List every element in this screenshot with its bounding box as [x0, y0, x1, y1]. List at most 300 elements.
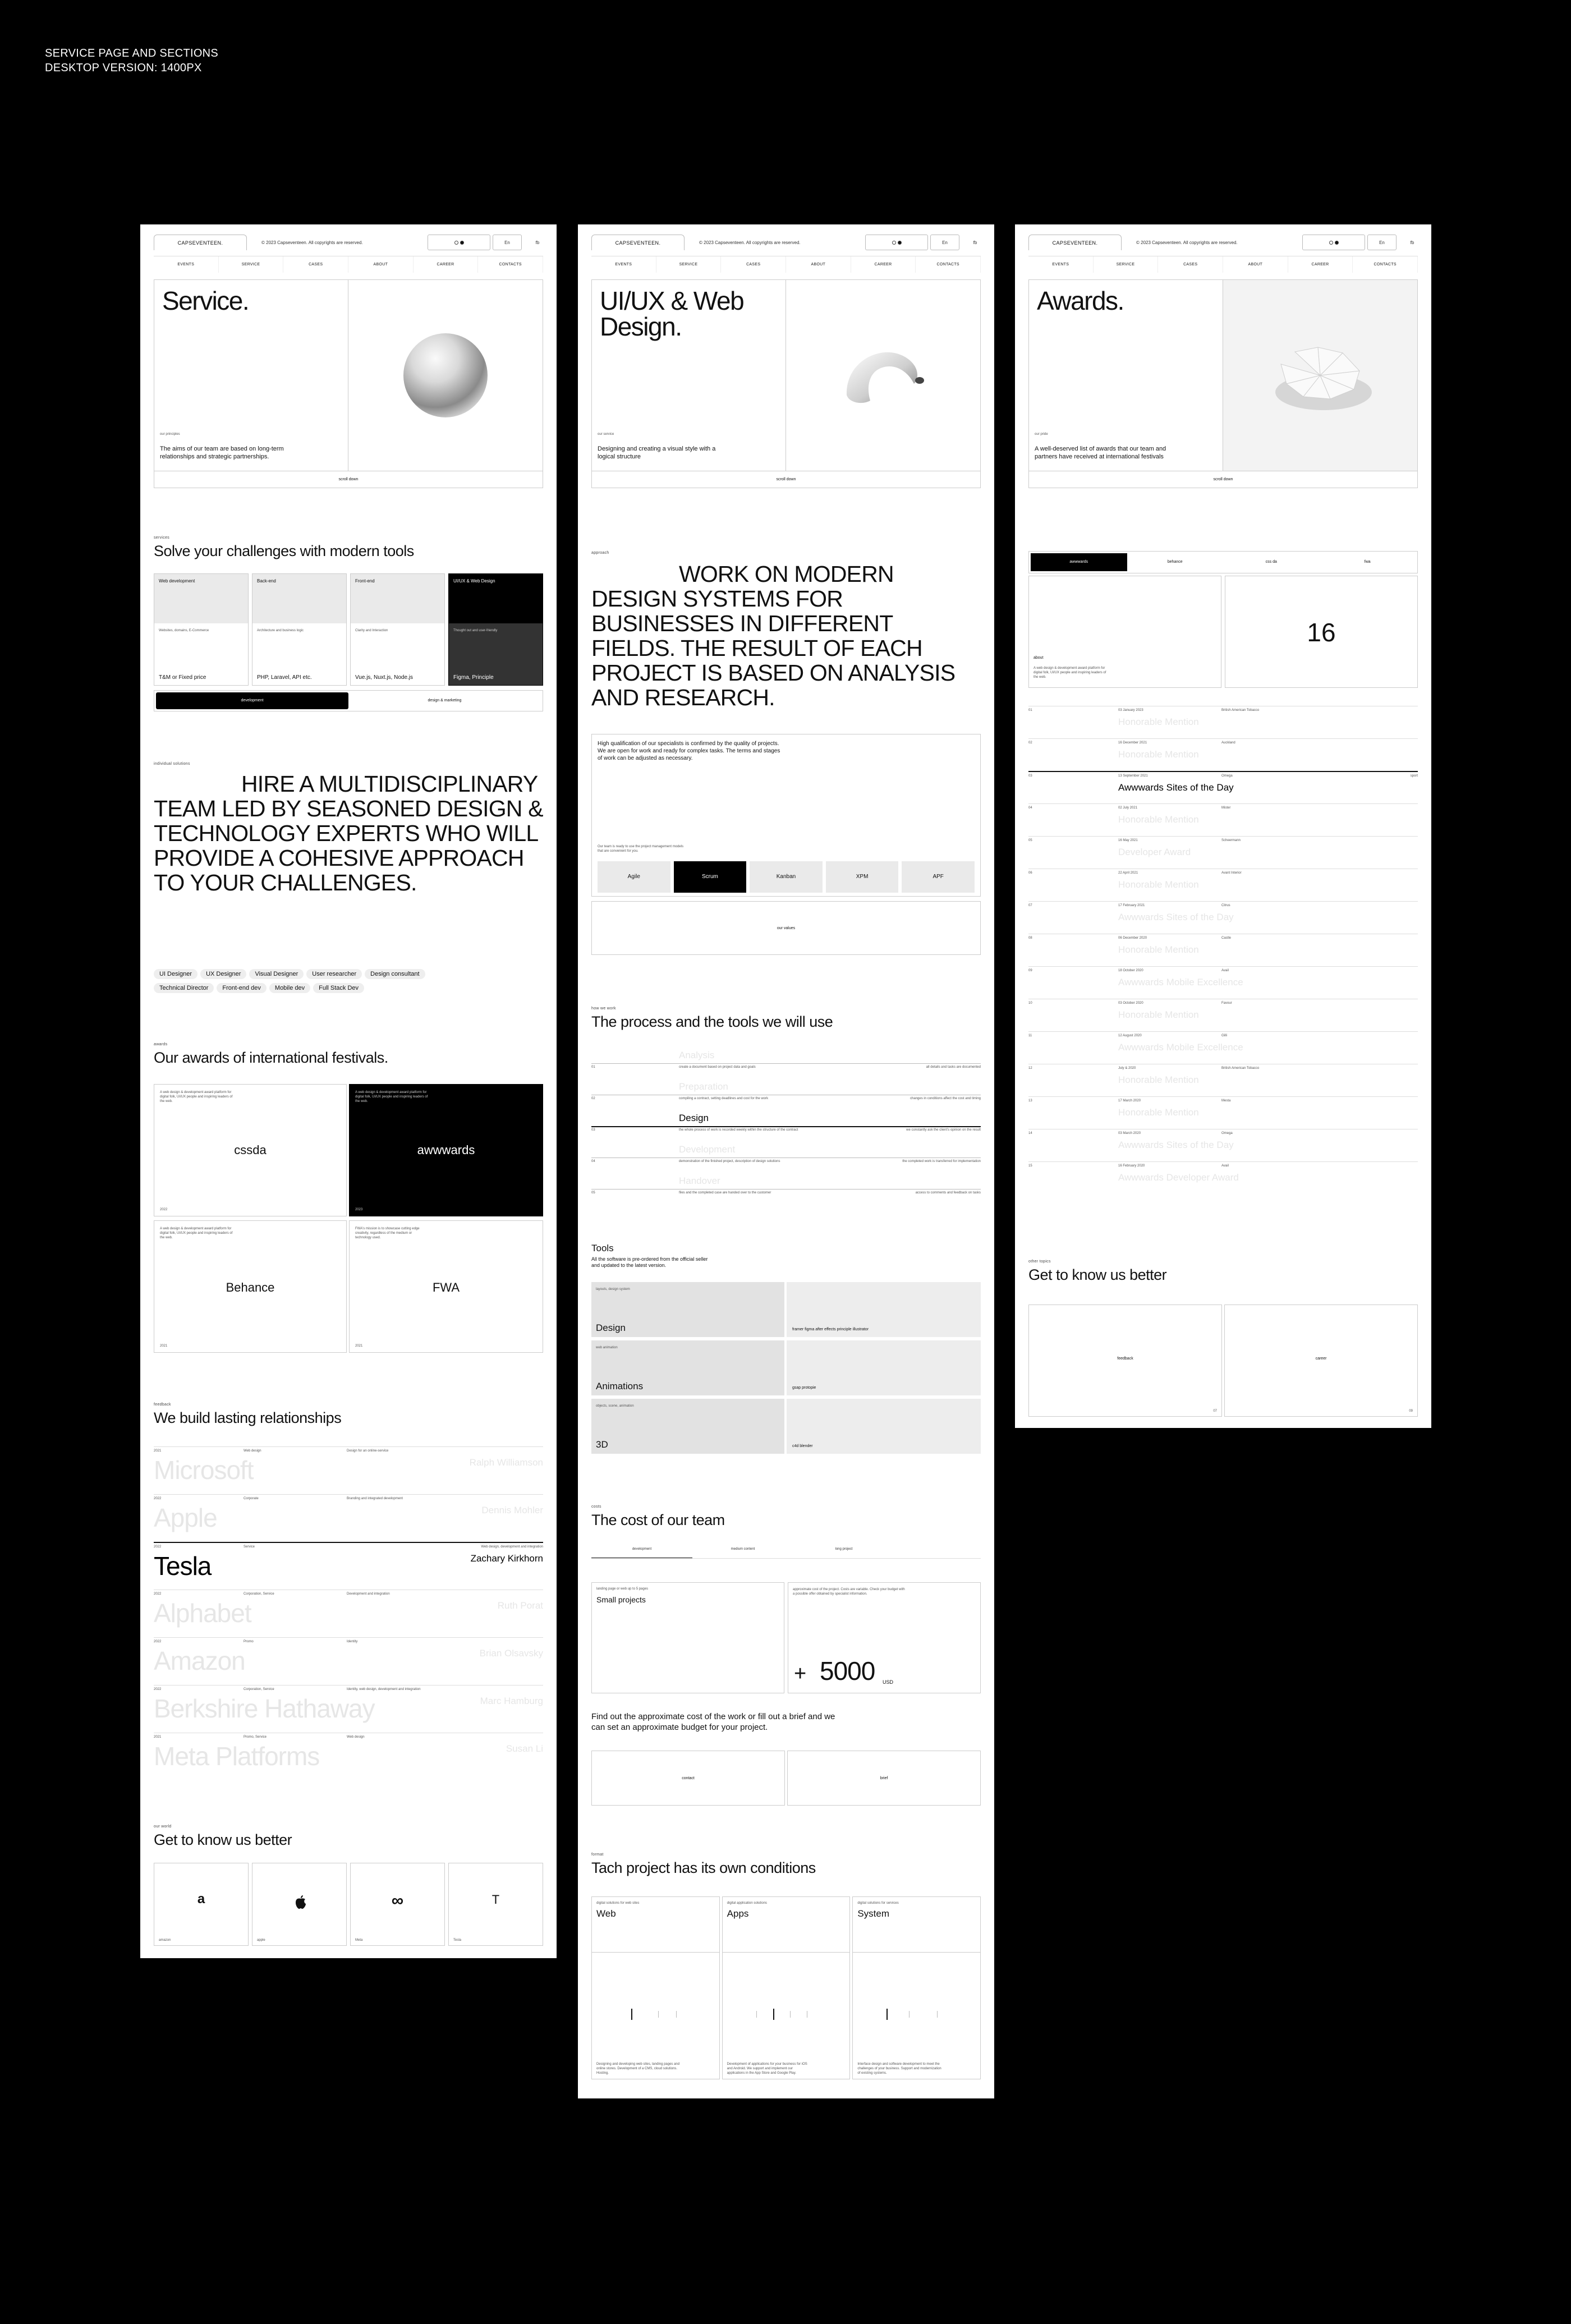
award-client: Gilli	[1221, 1034, 1227, 1037]
client-field: Corporate	[244, 1497, 259, 1500]
award-client: Mister	[1221, 806, 1231, 810]
client-row[interactable]	[154, 1637, 543, 1685]
cost-filters	[591, 1545, 981, 1559]
client-name: Alphabet	[154, 1599, 251, 1628]
service-card-head: UI/UX & Web Design	[453, 578, 495, 584]
award-row[interactable]	[1028, 1031, 1418, 1064]
service-card[interactable]	[252, 573, 347, 686]
award-title: Awwwards Sites of the Day	[1118, 912, 1234, 922]
service-page	[140, 224, 557, 1958]
award-row[interactable]	[1028, 1096, 1418, 1129]
nav-item-service[interactable]: SERVICE	[1094, 256, 1159, 273]
award-row-active[interactable]	[1028, 771, 1418, 803]
main-nav	[591, 256, 981, 273]
award-title: Developer Award	[1118, 847, 1191, 857]
section-eyebrow: services	[154, 536, 170, 540]
summary-label: about	[1033, 656, 1044, 660]
tool-tag: web animation	[596, 1346, 618, 1349]
award-desc: A web design & development award platform for digital folk, UI/UX people and inspiring leaders of the web.	[160, 1091, 233, 1103]
method-tab[interactable]: Agile	[598, 861, 670, 893]
award-card-awwwards[interactable]	[349, 1084, 543, 1216]
tool-row[interactable]	[591, 1282, 981, 1337]
client-row[interactable]	[154, 1733, 543, 1780]
dark-dot-icon	[460, 241, 464, 245]
condition-text: Designing and developing web sites, landing pages and online stores. Development of a CMS, cloud solutions. Hosting.	[596, 2063, 680, 2075]
hero-text: Designing and creating a visual style with a logical structure	[598, 445, 716, 460]
tool-name: 3D	[596, 1439, 608, 1450]
hero-text: The aims of our team are based on long-term relationships and strategic partnerships.	[160, 445, 284, 460]
award-client: Omega	[1221, 774, 1233, 778]
client-row[interactable]	[154, 1685, 543, 1733]
role-tag: Visual Designer	[249, 969, 304, 979]
award-title: Honorable Mention	[1118, 944, 1199, 955]
client-year: 2022	[154, 1545, 162, 1549]
step-number: 02	[591, 1097, 595, 1100]
tool-name: Design	[596, 1322, 626, 1333]
nav-item-events[interactable]: EVENTS	[591, 256, 656, 273]
process-step[interactable]	[591, 1078, 981, 1109]
brief-button[interactable]: brief	[787, 1751, 981, 1806]
award-number: 14	[1028, 1132, 1032, 1135]
client-year: 2022	[154, 1497, 162, 1500]
award-number: 07	[1028, 904, 1032, 907]
method-tab[interactable]: Kanban	[750, 861, 823, 893]
award-client: Castle	[1221, 936, 1232, 940]
tool-list: framer figma after effects principle illustrator	[792, 1328, 869, 1331]
cost-filter[interactable]: development	[591, 1545, 692, 1558]
section-eyebrow: our world	[154, 1825, 172, 1829]
section-title: Get to know us better	[154, 1831, 292, 1848]
award-number: 01	[1028, 709, 1032, 712]
nav-item-about[interactable]: ABOUT	[1223, 256, 1288, 273]
nav-item-career[interactable]: CAREER	[1288, 256, 1353, 273]
step-name: Design	[679, 1113, 709, 1123]
approach-section	[591, 551, 981, 710]
nav-item-cases[interactable]: CASES	[721, 256, 786, 273]
arch-3d-image	[835, 339, 931, 412]
tool-row[interactable]	[591, 1399, 981, 1454]
step-right: we constantly ask the client's opinion on the result	[906, 1128, 981, 1132]
award-title: Honorable Mention	[1118, 717, 1199, 727]
client-work: Design for an online-service	[347, 1449, 389, 1453]
award-extra: sport	[1410, 774, 1418, 778]
tab-design-marketing[interactable]: design & marketing	[428, 699, 462, 702]
section-eyebrow: costs	[591, 1505, 601, 1509]
cost-currency: USD	[883, 1679, 894, 1685]
section-eyebrow: approach	[591, 551, 609, 555]
award-number: 09	[1028, 969, 1032, 972]
dark-dot-icon	[1335, 241, 1339, 245]
award-title: Honorable Mention	[1118, 814, 1199, 825]
awards-page	[1015, 224, 1431, 1428]
page-title: Service.	[162, 286, 249, 315]
award-date: 16 May 2021	[1118, 839, 1138, 842]
nav-item-contacts[interactable]: CONTACTS	[916, 256, 981, 273]
award-row[interactable]	[1028, 934, 1418, 966]
award-row[interactable]	[1028, 836, 1418, 869]
step-number: 04	[591, 1160, 595, 1163]
award-number: 10	[1028, 1002, 1032, 1005]
award-card-fwa[interactable]	[349, 1220, 543, 1353]
award-title: Honorable Mention	[1118, 1074, 1199, 1085]
tool-tag: objects, scene, animation	[596, 1404, 634, 1408]
cost-section	[591, 1505, 981, 1529]
role-tags	[154, 968, 445, 996]
top-bar	[591, 235, 981, 250]
partner-card[interactable]	[154, 1863, 249, 1946]
topic-grid	[1028, 1305, 1418, 1417]
hero-eyebrow: our pride	[1035, 433, 1048, 436]
client-field: Web design	[244, 1449, 261, 1453]
client-work: Identity, web design, development and integration	[347, 1688, 421, 1691]
process-step[interactable]	[591, 1141, 981, 1172]
social-link[interactable]: fb	[535, 240, 540, 245]
service-card-tools: Vue.js, Nuxt.js, Node.js	[355, 674, 414, 681]
section-eyebrow: other topics	[1028, 1260, 1051, 1264]
award-row[interactable]	[1028, 966, 1418, 999]
award-number: 11	[1028, 1034, 1032, 1037]
scroll-down-link[interactable]: scroll down	[1028, 471, 1418, 488]
award-date: 02 July 2021	[1118, 806, 1138, 810]
award-row[interactable]	[1028, 1129, 1418, 1161]
award-client: Omega	[1221, 1132, 1233, 1135]
service-card-desc: Websites, domains, E-Commerce	[159, 629, 209, 632]
page-title: Awards.	[1037, 286, 1124, 315]
client-row-active[interactable]	[154, 1542, 543, 1590]
process-step[interactable]	[591, 1172, 981, 1204]
hero	[1028, 279, 1418, 471]
services-grid	[154, 573, 543, 686]
client-list	[154, 1446, 543, 1783]
approach-statement: WORK ON MODERN DESIGN SYSTEMS FOR BUSINESSES IN DIFFERENT FIELDS. THE RESULT OF EACH PROJECT IS BASED ON ANALYSIS AND RESEARCH.	[591, 561, 956, 710]
step-name: Development	[679, 1144, 736, 1155]
caption-line: SERVICE PAGE AND SECTIONS	[45, 47, 219, 59]
tab-awwwards[interactable]: awwwards	[1031, 553, 1127, 571]
nav-item-about[interactable]: ABOUT	[348, 256, 414, 273]
client-work: Web design, development and integration	[481, 1545, 543, 1549]
section-title: The process and the tools we will use	[591, 1013, 833, 1030]
tool-row[interactable]	[591, 1340, 981, 1395]
cost-filter[interactable]: medium content	[731, 1547, 755, 1551]
cost-buttons	[591, 1751, 981, 1806]
award-row[interactable]	[1028, 1064, 1418, 1096]
section-eyebrow: feedback	[154, 1403, 171, 1407]
award-date: 22 April 2021	[1118, 871, 1138, 875]
role-tag: Full Stack Dev	[313, 983, 364, 993]
role-tag: Mobile dev	[269, 983, 310, 993]
award-desc: A web design & development award platform for digital folk, UI/UX people and inspiring leaders of the web.	[355, 1091, 428, 1103]
team-statement: HIRE A MULTIDISCIPLINARY TEAM LED BY SEASONED DESIGN & TECHNOLOGY EXPERTS WHO WILL PROVIDE A COHESIVE APPROACH TO YOUR CHALLENGES.	[154, 771, 543, 895]
cost-card-label: landing page or web up to 5 pages	[596, 1587, 649, 1591]
tab-development[interactable]: development	[156, 692, 348, 709]
nav-item-cases[interactable]: CASES	[283, 256, 348, 273]
service-card[interactable]	[154, 573, 249, 686]
contact-button[interactable]: contact	[591, 1751, 785, 1806]
section-title: The cost of our team	[591, 1512, 725, 1528]
step-number: 03	[591, 1128, 595, 1132]
award-year: 2023	[355, 1208, 363, 1211]
award-year: 2022	[160, 1208, 168, 1211]
partner-label: Meta	[355, 1939, 363, 1942]
client-work: Web design	[347, 1735, 365, 1739]
partner-grid	[154, 1863, 543, 1946]
condition-name: Apps	[727, 1908, 749, 1919]
condition-card[interactable]	[591, 1896, 720, 2082]
social-link[interactable]: fb	[973, 240, 977, 245]
client-work: Development and integration	[347, 1592, 390, 1596]
award-number: 12	[1028, 1067, 1032, 1070]
award-title: Awwwards Mobile Excellence	[1118, 1042, 1243, 1053]
service-card-tools: PHP, Laravel, API etc.	[257, 674, 312, 681]
nav-item-contacts[interactable]: CONTACTS	[478, 256, 543, 273]
our-values-button[interactable]: our values	[591, 901, 981, 955]
approach-note: Our team is ready to use the project management models that are convenient for you.	[598, 845, 684, 853]
logo[interactable]: CAPSEVENTEEN.	[1028, 235, 1122, 250]
scroll-down-link[interactable]: scroll down	[591, 471, 981, 488]
client-year: 2022	[154, 1640, 162, 1643]
language-switch[interactable]: En	[930, 235, 959, 250]
award-title: Awwwards Sites of the Day	[1118, 1140, 1234, 1150]
step-left: create a document based on project data and goals	[679, 1065, 756, 1069]
step-right: all details and tasks are documented	[926, 1065, 981, 1069]
tools-section	[591, 1243, 981, 1269]
award-number: 03	[1028, 774, 1032, 778]
copyright: © 2023 Capseventeen. All copyrights are reserved.	[699, 240, 801, 245]
approach-text: High qualification of our specialists is confirmed by the quality of projects. We are open for work and ready for complex tasks. The terms and stages of work can be adjusted as necessary.	[598, 741, 780, 761]
condition-name: Web	[596, 1908, 616, 1919]
client-field: Promo	[244, 1640, 254, 1643]
scroll-down-link[interactable]: scroll down	[154, 471, 543, 488]
award-card-behance[interactable]	[154, 1220, 347, 1353]
client-person: Ruth Porat	[497, 1600, 543, 1611]
client-name: Berkshire Hathaway	[154, 1694, 375, 1723]
nav-item-about[interactable]: ABOUT	[786, 256, 851, 273]
tab-cssda[interactable]: css da	[1265, 560, 1277, 564]
client-name: Microsoft	[154, 1455, 254, 1485]
client-name: Amazon	[154, 1646, 245, 1675]
nav-item-career[interactable]: CAREER	[414, 256, 479, 273]
award-client: Scheermann	[1221, 839, 1241, 842]
condition-name: System	[857, 1908, 890, 1919]
client-field: Promo, Service	[244, 1735, 267, 1739]
process-step[interactable]	[591, 1046, 981, 1078]
awards-summary-card	[1028, 576, 1221, 688]
service-card-tools: Figma, Principle	[453, 674, 494, 681]
feedback-section	[154, 1403, 543, 1427]
cost-filter[interactable]: long project	[835, 1547, 853, 1551]
step-name: Handover	[679, 1175, 720, 1186]
nav-item-contacts[interactable]: CONTACTS	[1353, 256, 1418, 273]
language-switch[interactable]: En	[493, 235, 522, 250]
nav-item-career[interactable]: CAREER	[851, 256, 916, 273]
client-field: Service	[244, 1545, 255, 1549]
client-field: Corporation, Service	[244, 1592, 274, 1596]
service-card[interactable]	[350, 573, 445, 686]
topic-label: career	[1315, 1357, 1327, 1361]
tool-list: c4d blender	[792, 1444, 813, 1448]
award-client: Avail	[1221, 969, 1229, 972]
partner-card[interactable]	[448, 1863, 543, 1946]
tool-tag: layouts, design system	[596, 1288, 630, 1291]
client-person: Zachary Kirkhorn	[470, 1553, 543, 1564]
award-name: awwwards	[417, 1143, 475, 1157]
apple-logo-icon	[295, 1895, 307, 1909]
cost-note: approximate cost of the project. Costs are variable. Check your budget with a possible offer obtained by specialist information.	[793, 1588, 905, 1596]
social-link[interactable]: fb	[1410, 240, 1414, 245]
award-date: 13 September 2021	[1118, 774, 1148, 778]
caption-line: DESKTOP VERSION: 1400PX	[45, 62, 202, 74]
service-card-desc: Architecture and business logic	[257, 629, 304, 632]
light-dot-icon	[454, 241, 458, 245]
theme-toggle[interactable]	[1302, 235, 1365, 250]
service-card-active[interactable]	[448, 573, 543, 686]
award-row[interactable]	[1028, 901, 1418, 934]
summary-text: A web design & development award platform for digital folk, UI/UX people and inspiring leaders of the web.	[1033, 667, 1106, 679]
client-row[interactable]	[154, 1590, 543, 1637]
page-title: UI/UX & Web Design.	[600, 286, 744, 341]
theme-toggle[interactable]	[428, 235, 490, 250]
section-title: Tools	[591, 1243, 614, 1253]
nav-item-events[interactable]: EVENTS	[1028, 256, 1094, 273]
condition-tag: digital solutions for web sites	[596, 1902, 640, 1905]
step-left: demonstration of the finished project, description of design solutions	[679, 1160, 780, 1163]
award-date: 17 March 2020	[1118, 1099, 1141, 1103]
award-number: 04	[1028, 806, 1032, 810]
nav-item-service[interactable]: SERVICE	[656, 256, 722, 273]
award-date: 03 October 2020	[1118, 1002, 1143, 1005]
award-row[interactable]	[1028, 1161, 1418, 1194]
award-date: 12 August 2020	[1118, 1034, 1142, 1037]
role-tag: Design consultant	[365, 969, 425, 979]
copyright: © 2023 Capseventeen. All copyrights are reserved.	[261, 240, 363, 245]
awards-section	[154, 1042, 543, 1067]
theme-toggle[interactable]	[865, 235, 928, 250]
services-tabs	[154, 690, 543, 711]
partners-section	[1028, 1260, 1418, 1284]
partner-card[interactable]	[252, 1863, 347, 1946]
partners-section	[154, 1825, 543, 1849]
award-row[interactable]	[1028, 706, 1418, 738]
step-right: changes in conditions affect the cost and timing	[910, 1097, 981, 1100]
award-title: Honorable Mention	[1118, 1107, 1199, 1118]
tab-fwa[interactable]: fwa	[1364, 560, 1371, 564]
language-switch[interactable]: En	[1367, 235, 1397, 250]
tool-list: gsap protopie	[792, 1386, 816, 1390]
award-client: Citrus	[1221, 904, 1230, 907]
step-name: Preparation	[679, 1081, 728, 1092]
topic-card-feedback[interactable]	[1028, 1305, 1222, 1417]
award-row[interactable]	[1028, 738, 1418, 771]
cost-amount: 5000	[820, 1656, 875, 1685]
award-year: 2021	[355, 1344, 363, 1348]
uiux-page	[578, 224, 994, 2098]
presentation-caption	[45, 46, 218, 75]
method-tab[interactable]: APF	[902, 861, 975, 893]
section-eyebrow: individual solutions	[154, 762, 190, 766]
client-person: Marc Hamburg	[480, 1696, 543, 1706]
step-name: Analysis	[679, 1050, 715, 1060]
tab-behance[interactable]: behance	[1167, 560, 1183, 564]
client-name: Tesla	[154, 1551, 212, 1581]
conditions-section	[591, 1853, 981, 1877]
light-dot-icon	[1329, 241, 1333, 245]
service-card-tools: T&M or Fixed price	[159, 674, 206, 681]
award-date: 16 February 2020	[1118, 1164, 1145, 1168]
partner-card[interactable]	[350, 1863, 445, 1946]
award-date: 17 February 2021	[1118, 904, 1145, 907]
award-row[interactable]	[1028, 999, 1418, 1031]
process-step-active[interactable]	[591, 1109, 981, 1141]
meta-logo-icon: ∞	[391, 1891, 404, 1910]
award-row[interactable]	[1028, 803, 1418, 836]
client-person: Susan Li	[506, 1743, 543, 1754]
award-card-cssda[interactable]	[154, 1084, 347, 1216]
award-client: Avail	[1221, 1164, 1229, 1168]
client-row[interactable]	[154, 1494, 543, 1542]
method-tab[interactable]: XPM	[826, 861, 899, 893]
step-number: 05	[591, 1191, 595, 1195]
role-tag: Technical Director	[154, 983, 214, 993]
logo[interactable]: CAPSEVENTEEN.	[154, 235, 247, 250]
award-date: July & 2020	[1118, 1067, 1136, 1070]
condition-card[interactable]	[852, 1896, 981, 2082]
condition-text: Interface design and software development to meet the challenges of your business. Support and modernization of existing systems.	[857, 2063, 941, 2075]
awards-list	[1028, 706, 1418, 1211]
award-number: 02	[1028, 741, 1032, 745]
condition-card[interactable]	[722, 1896, 851, 2082]
award-name: FWA	[432, 1280, 460, 1294]
client-field: Corporation, Service	[244, 1688, 274, 1691]
client-work: Branding and integrated development	[347, 1497, 403, 1500]
award-date: 03 January 2023	[1118, 709, 1143, 712]
cost-value-card	[788, 1582, 981, 1693]
nav-item-service[interactable]: SERVICE	[219, 256, 284, 273]
award-year: 2021	[160, 1344, 168, 1348]
cost-card[interactable]	[591, 1582, 784, 1693]
step-left: the whole process of work is recorded weekly within the structure of the contract	[679, 1128, 798, 1132]
award-number: 13	[1028, 1099, 1032, 1103]
hero-eyebrow: our principles	[160, 433, 180, 436]
step-left: compiling a contract, setting deadlines and cost for the work	[679, 1097, 769, 1100]
copyright: © 2023 Capseventeen. All copyrights are reserved.	[1136, 240, 1238, 245]
client-year: 2022	[154, 1688, 162, 1691]
services-section	[154, 536, 543, 560]
nav-item-cases[interactable]: CASES	[1158, 256, 1223, 273]
topic-label: feedback	[1117, 1357, 1133, 1361]
section-title: We build lasting relationships	[154, 1409, 342, 1426]
method-tab-active[interactable]: Scrum	[674, 861, 747, 893]
sphere-3d-image	[403, 333, 488, 417]
award-client: Mesta	[1221, 1099, 1231, 1103]
client-row[interactable]	[154, 1446, 543, 1494]
role-tag: UI Designer	[154, 969, 197, 979]
service-card-head: Front-end	[351, 574, 444, 623]
section-eyebrow: format	[591, 1853, 604, 1857]
tool-name: Animations	[596, 1381, 644, 1391]
step-left: files and the completed case are handed over to the customer	[679, 1191, 771, 1195]
main-nav	[1028, 256, 1418, 273]
award-number: 15	[1028, 1164, 1032, 1168]
topic-card-career[interactable]	[1224, 1305, 1418, 1417]
cost-card-title: Small projects	[596, 1595, 646, 1604]
nav-item-events[interactable]: EVENTS	[154, 256, 219, 273]
client-year: 2022	[154, 1592, 162, 1596]
logo[interactable]: CAPSEVENTEEN.	[591, 235, 685, 250]
award-row[interactable]	[1028, 869, 1418, 901]
step-right: access to comments and feedback on tasks	[915, 1191, 981, 1195]
service-card-desc: Thought out and user-friendly	[453, 629, 498, 632]
award-date: 03 March 2020	[1118, 1132, 1141, 1135]
